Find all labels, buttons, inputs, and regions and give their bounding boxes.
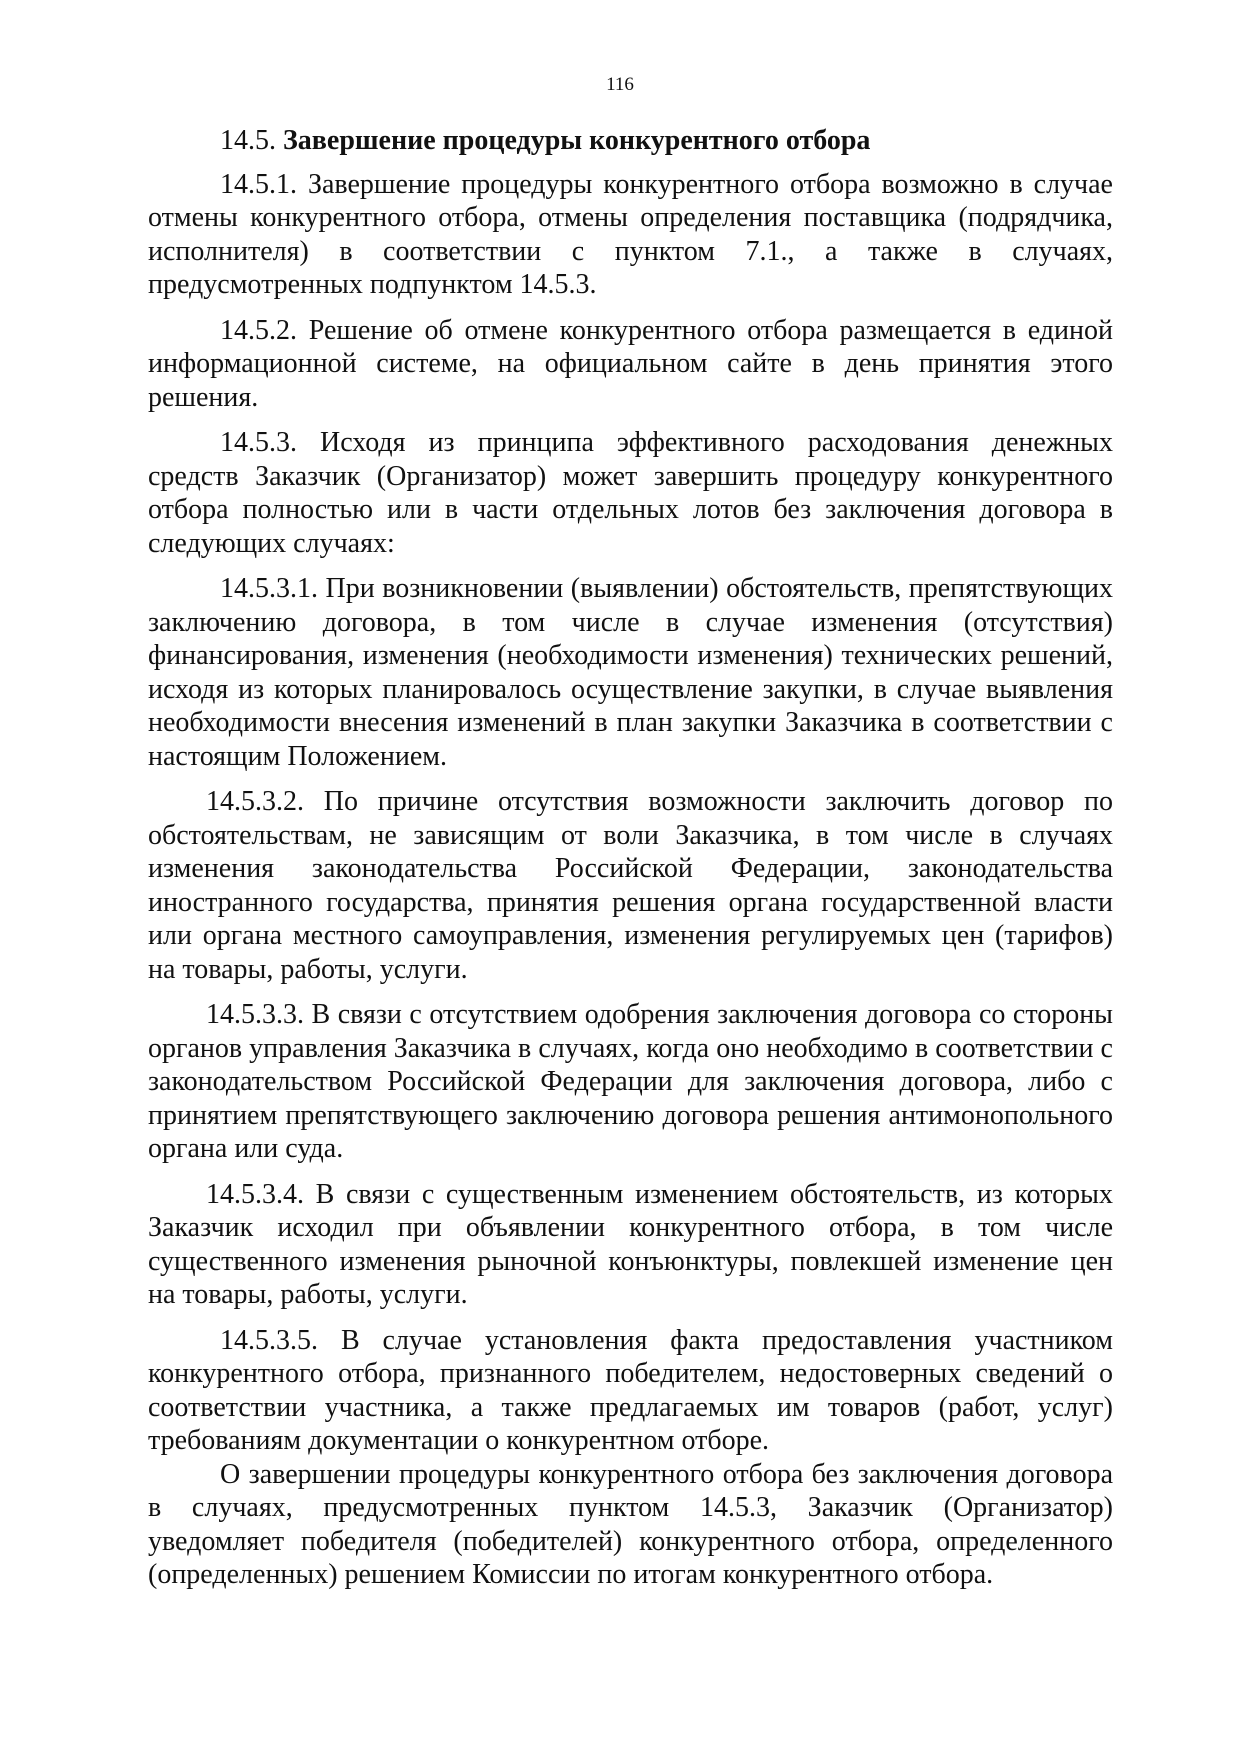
paragraph-14-5-3: 14.5.3. Исходя из принципа эффективного расходования денежных средств Заказчик (Организатор) может завершить процедуру конкурентного отбора полностью или в части отдельных лотов без заключения договора в следующих случаях: — [148, 427, 1113, 559]
section-number: 14.5. — [220, 125, 276, 156]
document-body — [148, 124, 1113, 1604]
paragraph-14-5-3-3: 14.5.3.3. В связи с отсутствием одобрения заключения договора со стороны органов управления Заказчика в случаях, когда оно необходимо в соответствии с законодательством Российской Федерации для заключения договора, либо с принятием препятствующего заключению договора решения антимонопольного органа или суда. — [148, 999, 1113, 1164]
paragraph-14-5-3-1: 14.5.3.1. При возникновении (выявлении) обстоятельств, препятствующих заключению договора, в том числе в случае изменения (отсутствия) финансирования, изменения (необходимости изменения) технических решений, исходя из которых планировалось осуществление закупки, в случае выявления необходимости внесения изменений в план закупки Заказчика в соответствии с настоящим Положением. — [148, 573, 1113, 772]
paragraph-closing: О завершении процедуры конкурентного отбора без заключения договора в случаях, предусмотренных пунктом 14.5.3, Заказчик (Организатор) уведомляет победителя (победителей) конкурентного отбора, определенного (определенных) решением Комиссии по итогам конкурентного отбора. — [148, 1458, 1113, 1590]
paragraph-14-5-1: 14.5.1. Завершение процедуры конкурентного отбора возможно в случае отмены конкурентного отбора, отмены определения поставщика (подрядчика, исполнителя) в соответствии с пунктом 7.1., а также в случаях, предусмотренных подпунктом 14.5.3. — [148, 168, 1113, 300]
paragraph-14-5-2: 14.5.2. Решение об отмене конкурентного отбора размещается в единой информационной системе, на официальном сайте в день принятия этого решения. — [148, 314, 1113, 413]
paragraph-14-5-3-2: 14.5.3.2. По причине отсутствия возможности заключить договор по обстоятельствам, не зависящим от воли Заказчика, в том числе в случаях изменения законодательства Российской Федерации, законодательства иностранного государства, принятия решения органа государственной власти или органа местного самоуправления, изменения регулируемых цен (тарифов) на товары, работы, услуги. — [148, 786, 1113, 985]
paragraph-14-5-3-5: 14.5.3.5. В случае установления факта предоставления участником конкурентного отбора, признанного победителем, недостоверных сведений о соответствии участника, а также предлагаемых им товаров (работ, услуг) требованиям документации о конкурентном отборе. — [148, 1324, 1113, 1456]
paragraph-14-5-3-4: 14.5.3.4. В связи с существенным изменением обстоятельств, из которых Заказчик исходил при объявлении конкурентного отбора, в том числе существенного изменения рыночной конъюнктуры, повлекшей изменение цен на товары, работы, услуги. — [148, 1178, 1113, 1310]
page-number: 116 — [606, 74, 634, 95]
section-title: Завершение процедуры конкурентного отбора — [283, 125, 871, 156]
section-heading — [148, 124, 1113, 158]
